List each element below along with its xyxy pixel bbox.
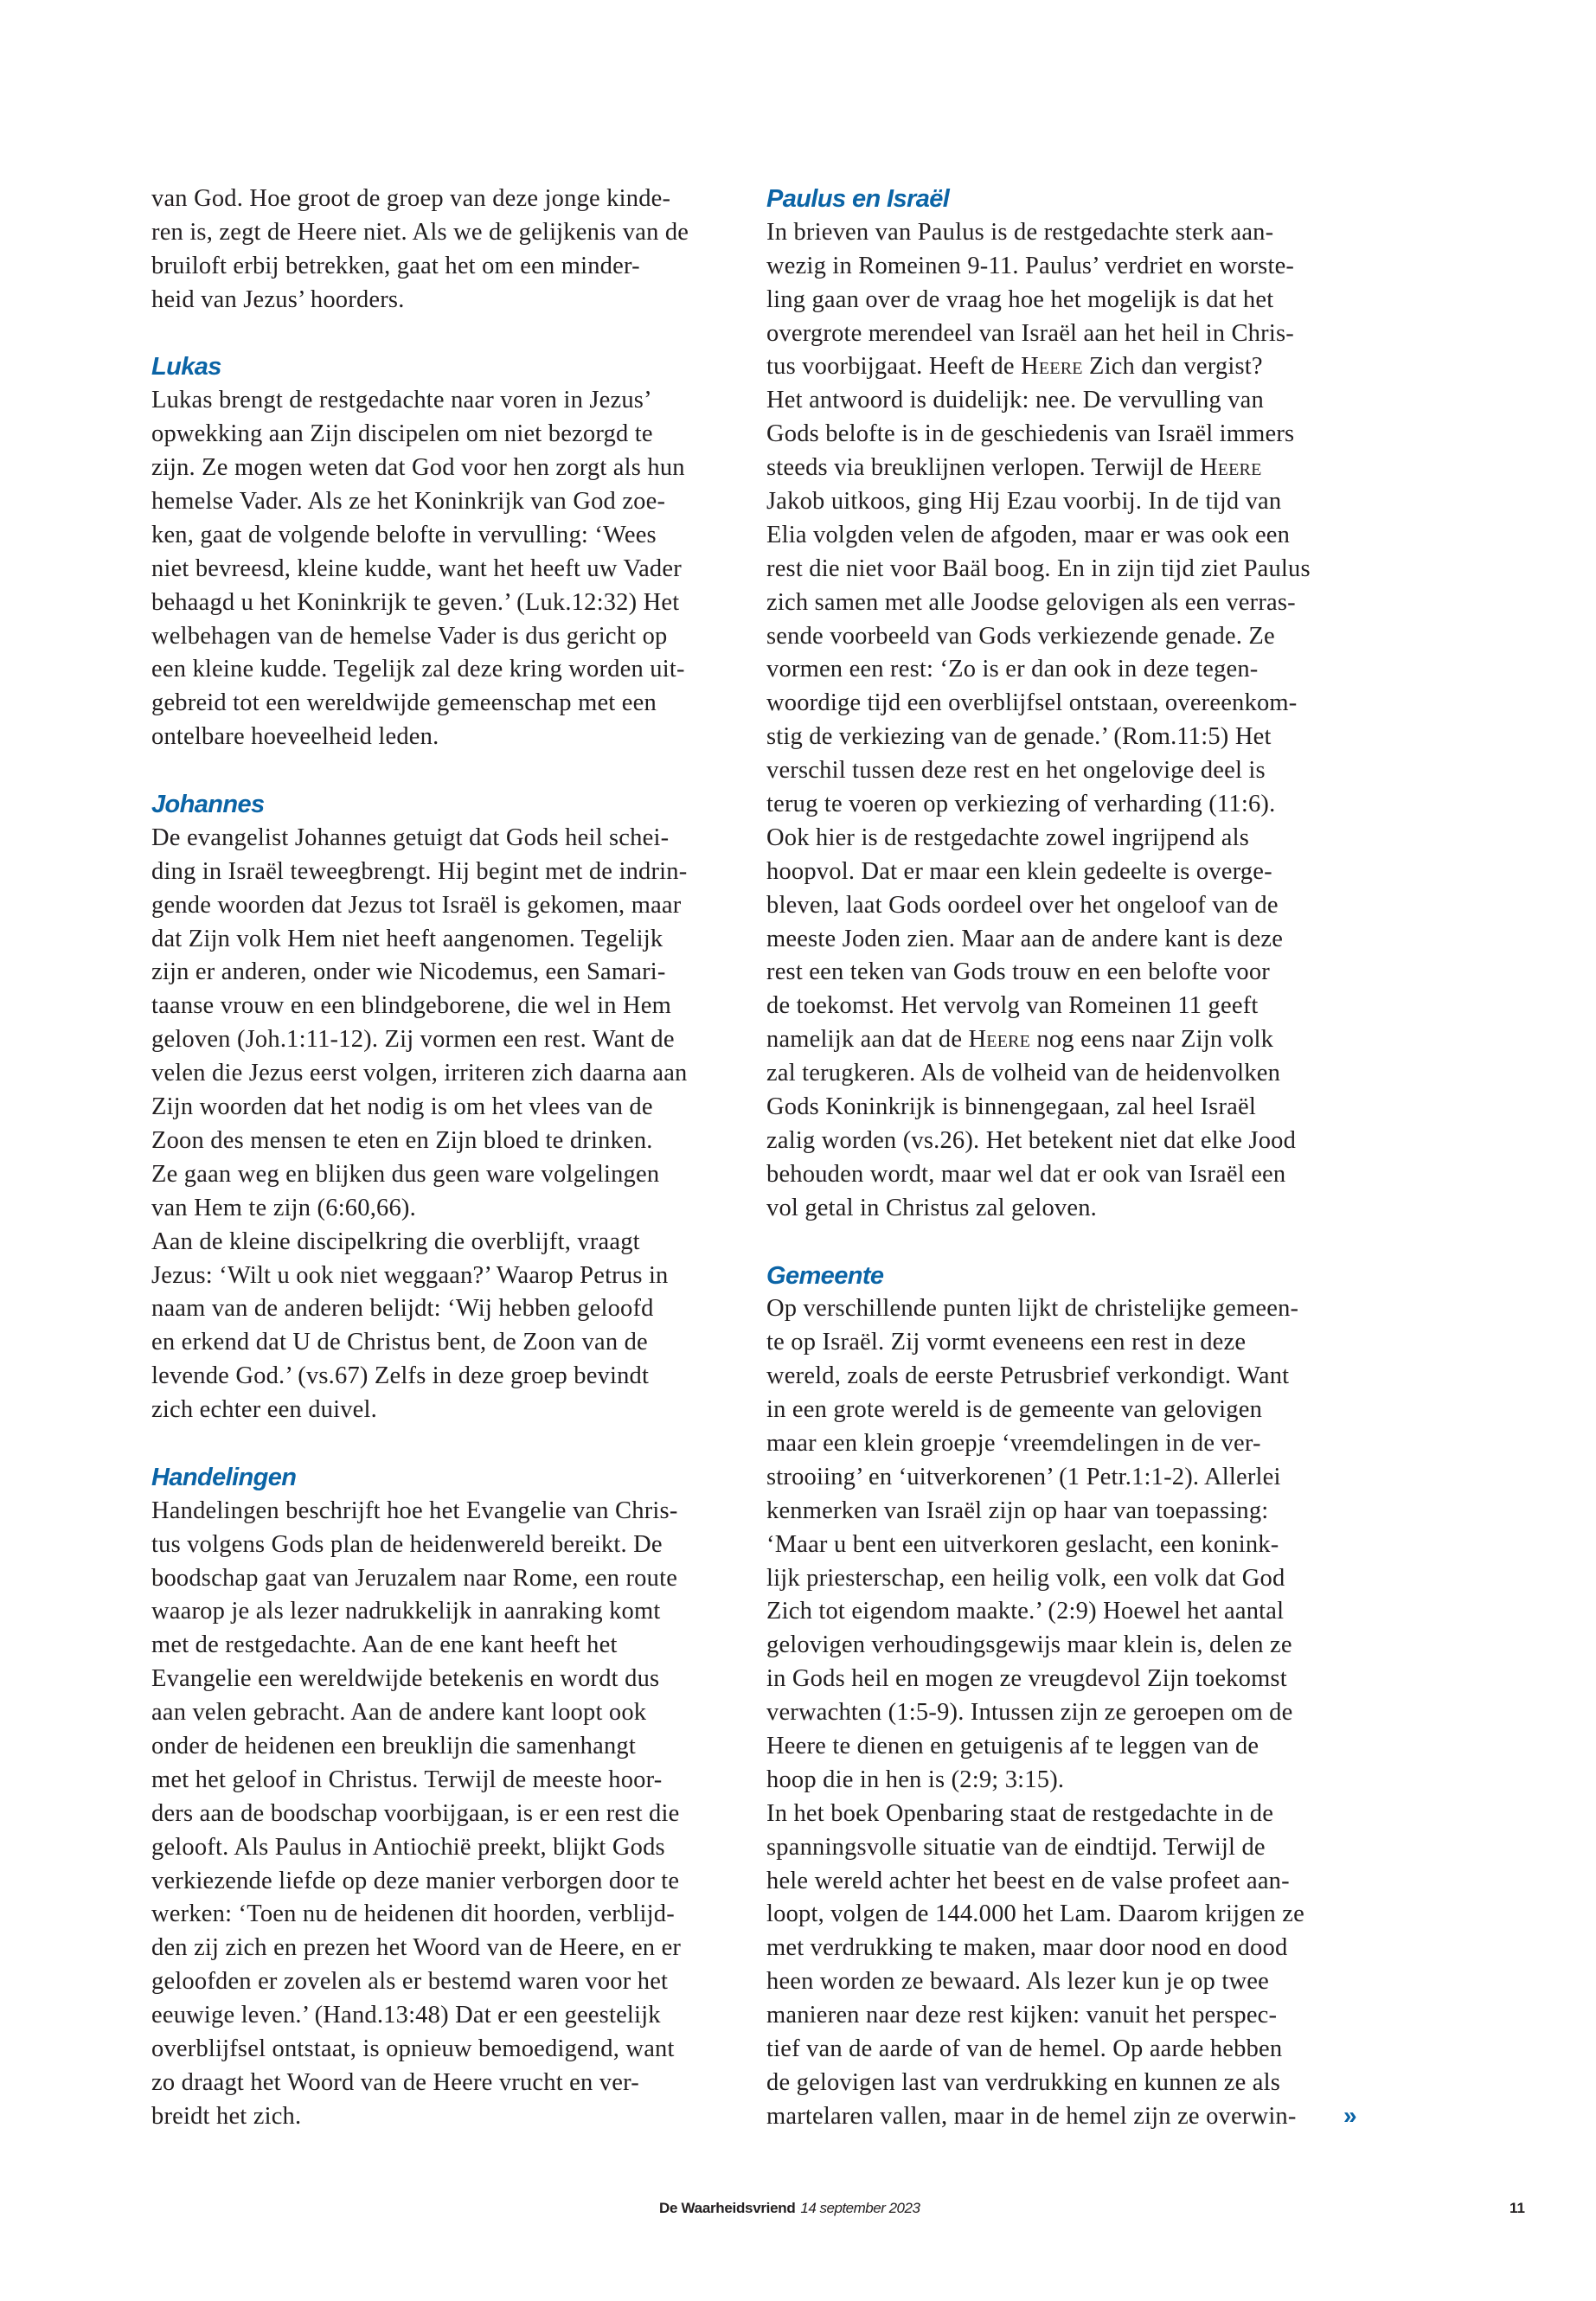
section-heading: Johannes (151, 791, 265, 819)
text-line: in een grote wereld is de gemeente van gelovigen (766, 1396, 1263, 1424)
text-line: dat Zijn volk Hem niet heeft aangenomen. Tegelijk (151, 925, 663, 952)
text-line: verkiezende liefde op deze manier verborgen door te (151, 1867, 680, 1894)
text-line: en erkend dat U de Christus bent, de Zoon van de (151, 1329, 648, 1356)
text-line: wezig in Romeinen 9-11. Paulus’ verdriet en worste- (766, 252, 1295, 279)
text-line: overblijfsel ontstaat, is opnieuw bemoedigend, want (151, 2035, 675, 2062)
text-line: verschil tussen deze rest en het ongelovige deel is (766, 757, 1266, 785)
text-line: martelaren vallen, maar in de hemel zijn ze overwin- (766, 2102, 1297, 2130)
text-line: met de restgedachte. Aan de ene kant heeft het (151, 1631, 618, 1659)
text-line: een kleine kudde. Tegelijk zal deze kring worden uit- (151, 656, 685, 683)
text-line: aan velen gebracht. Aan de andere kant loopt ook (151, 1699, 647, 1727)
text-line: de gelovigen last van verdrukking en kunnen ze als (766, 2068, 1281, 2096)
article-section (151, 350, 740, 754)
article-section (766, 1259, 1355, 2134)
text-line: zalig worden (vs.26). Het betekent niet dat elke Jood (766, 1126, 1297, 1154)
section-heading: Handelingen (151, 1463, 297, 1491)
text-line: zo draagt het Woord van de Heere vrucht en ver- (151, 2068, 639, 2096)
text-line: van Hem te zijn (6:60,66). (151, 1194, 416, 1221)
text-line: overgrote merendeel van Israël aan het heil in Chris- (766, 319, 1294, 347)
text-line: ontelbare hoeveelheid leden. (151, 723, 439, 751)
text-line: hoopvol. Dat er maar een klein gedeelte is overge- (766, 857, 1272, 885)
text-line: wereld, zoals de eerste Petrusbrief verkondigt. Want (766, 1362, 1290, 1390)
text-line: behouden wordt, maar wel dat er ook van Israël een (766, 1160, 1286, 1188)
text-line: Jezus: ‘Wilt u ook niet weggaan?’ Waarop Petrus in (151, 1261, 669, 1289)
small-caps-word: Heere (968, 1026, 1031, 1054)
text-line: vol getal in Christus zal geloven. (766, 1194, 1097, 1221)
text-line: lijk priesterschap, een heilig volk, een volk dat God (766, 1564, 1285, 1592)
text-line: eeuwige leven.’ (Hand.13:48) Dat er een geestelijk (151, 2002, 661, 2029)
text-line: spanningsvolle situatie van de eindtijd. Terwijl de (766, 1833, 1266, 1861)
text-line: Het antwoord is duidelijk: nee. De vervulling van (766, 387, 1264, 414)
text-line: tus voorbijgaat. Heeft de Heere Zich dan vergist? (766, 353, 1263, 381)
text-line: Gods Koninkrijk is binnengegaan, zal heel Israël (766, 1093, 1256, 1121)
magazine-name: De Waarheidsvriend (659, 2200, 796, 2216)
page-number: 11 (1509, 2200, 1525, 2216)
text-line: met verdrukking te maken, maar door nood en dood (766, 1934, 1288, 1962)
text-line: levende God.’ (vs.67) Zelfs in deze groep bevindt (151, 1362, 650, 1390)
issue-date: 14 september 2023 (800, 2200, 920, 2216)
section-heading: Paulus en Israël (766, 185, 950, 213)
text-line: tief van de aarde of van de hemel. Op aarde hebben (766, 2035, 1283, 2062)
text-line: gelovigen verhoudingsgewijs maar klein is, delen ze (766, 1631, 1292, 1659)
text-line: Ze gaan weg en blijken dus geen ware volgelingen (151, 1160, 660, 1188)
text-line: manieren naar deze rest kijken: vanuit het perspec- (766, 2002, 1278, 2029)
continue-arrow-icon: » (1343, 2102, 1357, 2129)
text-line: zijn. Ze mogen weten dat God voor hen zorgt als hun (151, 454, 685, 482)
text-line: vormen een rest: ‘Zo is er dan ook in deze tegen- (766, 656, 1259, 683)
text-line: hemelse Vader. Als ze het Koninkrijk van God zoe- (151, 488, 666, 516)
text-line: Op verschillende punten lijkt de christelijke gemeen- (766, 1295, 1299, 1323)
text-line: opwekking aan Zijn discipelen om niet bezorgd te (151, 420, 653, 448)
text-line: behaagd u het Koninkrijk te geven.’ (Luk.12:32) Het (151, 588, 680, 616)
left-column (151, 183, 740, 2168)
text-line: terug te voeren op verkiezing of verharding (11:6). (766, 791, 1276, 818)
text-line: heid van Jezus’ hoorders. (151, 285, 405, 313)
text-line: in Gods heil en mogen ze vreugdevol Zijn toekomst (766, 1665, 1287, 1693)
text-line: naam van de anderen belijdt: ‘Wij hebben geloofd (151, 1295, 654, 1323)
text-line: Zich tot eigendom maakte.’ (2:9) Hoewel het aantal (766, 1598, 1285, 1625)
text-line: Handelingen beschrijft hoe het Evangelie van Chris- (151, 1497, 678, 1524)
text-line: loopt, volgen de 144.000 het Lam. Daarom krijgen ze (766, 1900, 1304, 1928)
text-line: heen worden ze bewaard. Als lezer kun je op twee (766, 1968, 1269, 1996)
text-line: taanse vrouw en een blindgeborene, die wel in Hem (151, 992, 671, 1020)
text-line: Aan de kleine discipelkring die overblijft, vraagt (151, 1227, 640, 1255)
small-caps-word: Heere (1199, 454, 1262, 482)
text-line: gebreid tot een wereldwijde gemeenschap met een (151, 689, 657, 717)
small-caps-word: Heere (1021, 353, 1083, 381)
text-line: Evangelie een wereldwijde betekenis en wordt dus (151, 1665, 660, 1693)
text-line: bleven, laat Gods oordeel over het ongeloof van de (766, 891, 1279, 919)
text-line: ‘Maar u bent een uitverkoren geslacht, een konink- (766, 1530, 1279, 1558)
text-line: verwachten (1:5-9). Intussen zijn ze geroepen om de (766, 1699, 1293, 1727)
footer (659, 2200, 920, 2217)
text-line: Zijn woorden dat het nodig is om het vlees van de (151, 1093, 653, 1121)
text-line: Elia volgden velen de afgoden, maar er was ook een (766, 521, 1291, 548)
text-line: te op Israël. Zij vormt eveneens een rest in deze (766, 1329, 1247, 1356)
text-line: velen die Jezus eerst volgen, irriteren zich daarna aan (151, 1060, 688, 1087)
text-line: hoop die in hen is (2:9; 3:15). (766, 1766, 1065, 1793)
text-line: De evangelist Johannes getuigt dat Gods heil schei- (151, 824, 670, 851)
text-line: stig de verkiezing van de genade.’ (Rom.11:5) Het (766, 723, 1272, 751)
text-line: steeds via breuklijnen verlopen. Terwijl de Heere (766, 454, 1262, 482)
text-line: zijn er anderen, onder wie Nicodemus, een Samari- (151, 958, 666, 986)
text-line: geloven (Joh.1:11-12). Zij vormen een rest. Want de (151, 1026, 675, 1054)
text-line: tus volgens Gods plan de heidenwereld bereikt. De (151, 1530, 663, 1558)
text-line: woordige tijd een overblijfsel ontstaan, overeenkom- (766, 689, 1298, 717)
text-line: ken, gaat de volgende belofte in vervulling: ‘Wees (151, 521, 657, 548)
article-section (151, 788, 740, 1427)
right-column (766, 183, 1355, 2168)
text-line: gelooft. Als Paulus in Antiochië preekt, blijkt Gods (151, 1833, 665, 1861)
text-line: boodschap gaat van Jeruzalem naar Rome, een route (151, 1564, 678, 1592)
text-line: werken: ‘Toen nu de heidenen dit hoorden, verblijd- (151, 1900, 675, 1928)
text-line: hele wereld achter het beest en de valse profeet aan- (766, 1867, 1290, 1894)
section-heading: Gemeente (766, 1261, 884, 1290)
text-line: ders aan de boodschap voorbijgaan, is er een rest die (151, 1799, 680, 1827)
text-line: Jakob uitkoos, ging Hij Ezau voorbij. In de tijd van (766, 488, 1282, 516)
text-line: onder de heidenen een breuklijn die samenhangt (151, 1732, 636, 1759)
text-line: ling gaan over de vraag hoe het mogelijk is dat het (766, 285, 1274, 313)
text-line: sende voorbeeld van Gods verkiezende genade. Ze (766, 622, 1275, 650)
text-line: zich echter een duivel. (151, 1396, 377, 1424)
text-line: kenmerken van Israël zijn op haar van toepassing: (766, 1497, 1269, 1524)
text-line: ren is, zegt de Heere niet. Als we de gelijkenis van de (151, 218, 689, 246)
text-line: In brieven van Paulus is de restgedachte sterk aan- (766, 218, 1274, 246)
text-line: bruiloft erbij betrekken, gaat het om een minder- (151, 252, 640, 279)
text-line: van God. Hoe groot de groep van deze jonge kinde- (151, 185, 671, 212)
text-line: In het boek Openbaring staat de restgedachte in de (766, 1799, 1274, 1827)
text-line: zich samen met alle Joodse gelovigen als een verras- (766, 588, 1296, 616)
text-line: gende woorden dat Jezus tot Israël is gekomen, maar (151, 891, 682, 919)
text-line: waarop je als lezer nadrukkelijk in aanraking komt (151, 1598, 661, 1625)
text-line: namelijk aan dat de Heere nog eens naar Zijn volk (766, 1026, 1274, 1054)
text-line: den zij zich en prezen het Woord van de Heere, en er (151, 1934, 682, 1962)
text-line: welbehagen van de hemelse Vader is dus gericht op (151, 622, 668, 650)
text-line: rest een teken van Gods trouw en een belofte voor (766, 958, 1270, 986)
text-line: Heere te dienen en getuigenis af te leggen van de (766, 1732, 1259, 1759)
text-line: met het geloof in Christus. Terwijl de meeste hoor- (151, 1766, 663, 1793)
text-line: maar een klein groepje ‘vreemdelingen in de ver- (766, 1429, 1261, 1457)
text-line: geloofden er zovelen als er bestemd waren voor het (151, 1968, 669, 1996)
text-line: ding in Israël teweegbrengt. Hij begint met de indrin- (151, 857, 688, 885)
text-line: niet bevreesd, kleine kudde, want het heeft uw Vader (151, 554, 682, 582)
text-line: rest die niet voor Baäl boog. En in zijn tijd ziet Paulus (766, 554, 1311, 582)
text-line: breidt het zich. (151, 2102, 302, 2130)
text-line: zal terugkeren. Als de volheid van de heidenvolken (766, 1060, 1281, 1087)
text-line: de toekomst. Het vervolg van Romeinen 11 geeft (766, 992, 1259, 1020)
text-line: Ook hier is de restgedachte zowel ingrijpend als (766, 824, 1250, 851)
section-heading: Lukas (151, 353, 221, 381)
text-line: Gods belofte is in de geschiedenis van Israël immers (766, 420, 1295, 448)
article-section (766, 183, 1355, 1226)
article-section (151, 1461, 740, 2134)
text-line: Zoon des mensen te eten en Zijn bloed te drinken. (151, 1126, 653, 1154)
text-line: Lukas brengt de restgedachte naar voren in Jezus’ (151, 387, 652, 414)
text-line: strooiing’ en ‘uitverkorenen’ (1 Petr.1:1-2). Allerlei (766, 1463, 1281, 1490)
article-section (151, 183, 740, 317)
text-line: meeste Joden zien. Maar aan de andere kant is deze (766, 925, 1284, 952)
